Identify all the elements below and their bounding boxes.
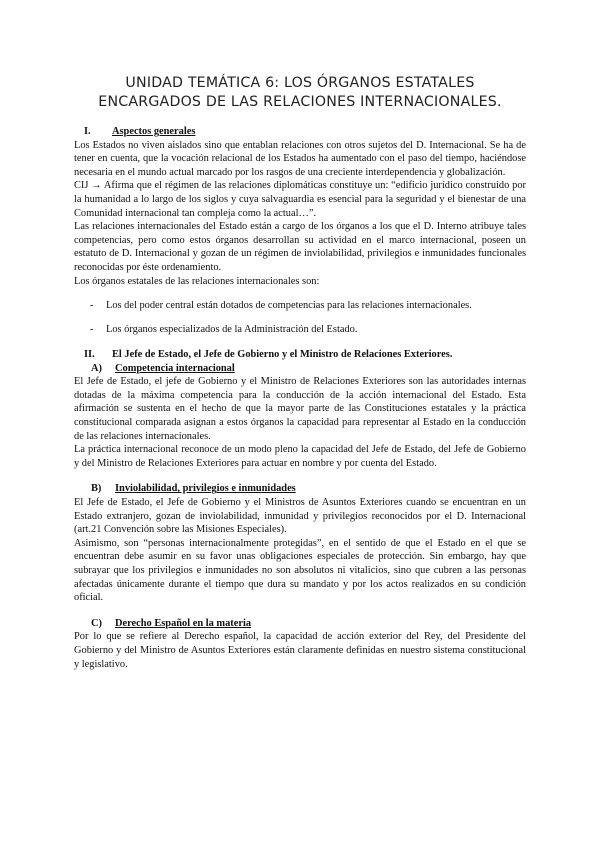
paragraph: La práctica internacional reconoce de un modo pleno la capacidad del Jefe de Estado, del Jefe de Gobierno y del Ministro de Relaciones Exteriores para actuar en nombre y por cuenta del Estado. <box>74 444 526 469</box>
section-heading-2 <box>74 348 526 362</box>
spacer <box>74 336 526 348</box>
subsection-title: Inviolabilidad, privilegios e inmunidades <box>115 483 296 495</box>
subsection-number: A) <box>91 362 102 374</box>
subsection-number: C) <box>91 617 102 629</box>
subsection-heading-a <box>74 362 526 376</box>
paragraph: El Jefe de Estado, el jefe de Gobierno y el Ministro de Relaciones Exteriores son las autoridades internas dotadas de la máxima competencia para la conducción de la acción internacional del Estado. Esta afirmación se sustenta en el hecho de que la mayor parte de las Constituciones estatales y la práctica constitucional comparada asignan a estos órganos la capacidad para representar al Estado en la conducción de las relaciones internacionales. <box>74 376 526 442</box>
section-number: I. <box>84 126 91 137</box>
subsection-heading-b <box>74 482 526 496</box>
subsection-number: B) <box>91 483 102 495</box>
bullet-dash: - <box>90 323 94 335</box>
paragraph: Las relaciones internacionales del Estado están a cargo de los órganos a los que el D. Interno atribuye tales competencias, pero como estos órganos desarrollan su actividad en el marco internacional, poseen un estatuto de D. Internacional y gozan de un régimen de inviolabilidad, privilegios e inmunidades funcionales reconocidas por éste ordenamiento. <box>74 221 526 273</box>
subsection-heading-c <box>74 617 526 631</box>
list-item-text: Los del poder central están dotados de competencias para las relaciones internacionales. <box>106 299 472 311</box>
spacer <box>74 605 526 617</box>
title-line-1: UNIDAD TEMÁTICA 6: LOS ÓRGANOS ESTATALES <box>125 75 475 91</box>
paragraph: Asimismo, son “personas internacionalmente protegidas”, en el sentido de que el Estado en el que se encuentran debe asumir en su favor unas obligaciones especiales de protección. Sin embargo, hay que subrayar que los privilegios e inmunidades no son absolutos ni vitalicios, sino que cubren a las personas afectadas únicamente durante el tiempo que dura su mandato y por los actos realizados en su condición oficial. <box>74 537 526 604</box>
subsection-title: Derecho Español en la materia <box>115 617 252 629</box>
document-body <box>74 125 526 671</box>
paragraph: CIJ → Afirma que el régimen de las relaciones diplomáticas constituye un: “edificio jurídico construido por la humanidad a lo largo de los siglos y cuya salvaguardia es esencial para la seguridad y el bienestar de una Comunidad internacional tan compleja como la actual…”. <box>74 180 526 219</box>
document-title <box>0 74 600 112</box>
subsection-title: Competencia internacional <box>115 362 235 374</box>
section-title: Aspectos generales <box>112 126 196 137</box>
spacer <box>74 470 526 482</box>
bullet-dash: - <box>90 299 94 311</box>
list-item-text: Los órganos especializados de la Administración del Estado. <box>106 323 358 335</box>
list-item <box>74 323 526 337</box>
paragraph: El Jefe de Estado, el Jefe de Gobierno y el Ministros de Asuntos Exteriores cuando se encuentran en un Estado extranjero, gozan de inviolabilidad, inmunidad y privilegios reconocidos por el D. Internacional (art.21 Convención sobre las Misiones Especiales). <box>74 497 526 536</box>
section-title: El Jefe de Estado, el Jefe de Gobierno y el Ministro de Relaciones Exteriores. <box>112 349 453 361</box>
paragraph: Los órganos estatales de las relaciones internacionales son: <box>74 275 320 287</box>
paragraph: Los Estados no viven aislados sino que entablan relaciones con otros sujetos del D. Internacional. Se ha de tener en cuenta, que la vocación relacional de los Estados ha aumentado con el paso del tiempo, haciéndose necesaria en el mundo actual marcado por los rasgos de una creciente interdependencia y globalización. <box>74 139 526 178</box>
list-item <box>74 299 526 313</box>
section-number: II. <box>84 349 95 361</box>
paragraph: Por lo que se refiere al Derecho español, la capacidad de acción exterior del Rey, del Presidente del Gobierno y del Ministro de Asuntos Exteriores están claramente definidas en nuestro sistema constitucional y legislativo. <box>74 631 526 670</box>
title-line-2: ENCARGADOS DE LAS RELACIONES INTERNACIONALES. <box>98 94 502 110</box>
section-heading-1 <box>74 125 526 139</box>
